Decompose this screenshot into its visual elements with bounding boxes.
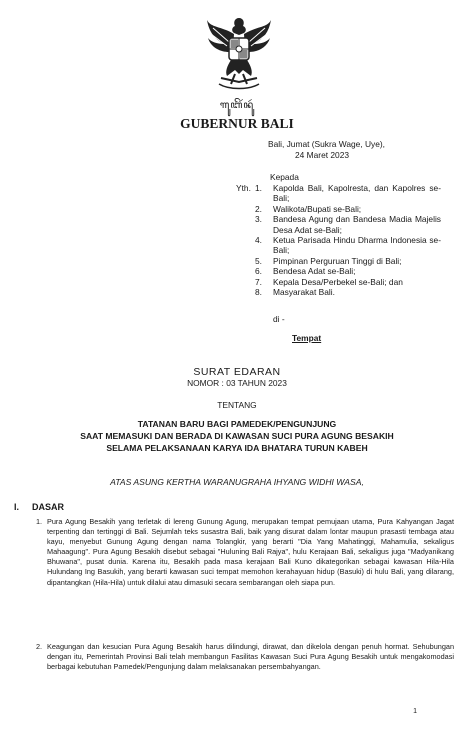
recipient-list xyxy=(255,183,441,297)
paragraph xyxy=(36,642,454,672)
list-item: 5. Pimpinan Perguruan Tinggi di Bali; xyxy=(255,255,402,266)
list-item: 1. Kapolda Bali, Kapolresta, dan Kapolres se-Bali; xyxy=(255,183,441,204)
paragraph xyxy=(36,517,454,588)
kepada-label: Kepada xyxy=(270,172,299,182)
subject-line-3: SELAMA PELAKSANAAN KARYA IDA BHATARA TURUN KABEH xyxy=(106,443,368,453)
section-title: DASAR xyxy=(32,502,65,512)
list-item: 4. Ketua Parisada Hindu Dharma Indonesia se-Bali; xyxy=(255,235,441,256)
paragraph-number: 2. xyxy=(36,642,43,651)
paragraph-text: Keagungan dan kesucian Pura Agung Besakih harus dilindungi, dirawat, dan dikelola dengan penuh hormat. Sehubungan dengan itu, Pemerintah Provinsi Bali telah membangun Fasilitas Kawasan Suci Pura Agung Besakih untuk mengakomodasi berbagai kebutuhan Pamedek/Pengunjung dalam melaksanakan persembahyangan. xyxy=(47,642,454,672)
list-item: 8. Masyarakat Bali. xyxy=(255,287,335,298)
list-item: 7. Kepala Desa/Perbekel se-Bali; dan xyxy=(255,276,403,287)
paragraph-text: Pura Agung Besakih yang terletak di lereng Gunung Agung, merupakan tempat pemujaan utama, Pura Kahyangan Jagat terpenting dan tertinggi di Bali. Sejumlah teks susastra Bali, baik yang disurat dalam lontar maupun prasasti tembaga atau kayu, menyebut Gunung Agung dengan nama Tolangkir, yang berarti "Dia Yang Mahatinggi, Mahamulia, sekaligus Mahaagung". Pura Agung Besakih disebut sebagai "Huluning Bali Rajya", hulu Kerajaan Bali, sekaligus juga "Madyanikang Bhuwana", pusat dunia. Karena itu, Besakih pada masa kerajaan Bali Kuno dikategorikan sebagai kawasan Hila-Hila Hulundang Ing Basukih, yang berarti kawasan suci tempat memohon kerahayuan hidup (Basuki) di hulu Bali, yang dilarang, dipantangkan (Hila-Hila) untuk dilalui atau dimasuki secara sembarangan oleh siapa pun. xyxy=(47,517,454,587)
section-number: I. xyxy=(14,502,20,512)
garuda-emblem-icon xyxy=(205,14,273,96)
yth-label: Yth. xyxy=(236,183,251,193)
di-label: di - xyxy=(273,314,285,324)
paragraph-number: 1. xyxy=(36,517,43,526)
list-item: 6. Bendesa Adat se-Bali; xyxy=(255,266,356,277)
subject-line-2: SAAT MEMASUKI DAN BERADA DI KAWASAN SUCI PURA AGUNG BESAKIH xyxy=(80,431,394,441)
letter-date xyxy=(268,139,385,161)
balinese-script-title: ꦒꦸꦧꦼꦂꦤꦸꦂ xyxy=(219,100,255,111)
document-number: NOMOR : 03 TAHUN 2023 xyxy=(187,378,287,388)
tempat-label: Tempat xyxy=(292,333,322,343)
office-title: GUBERNUR BALI xyxy=(180,116,294,131)
date-line-1: Bali, Jumat (Sukra Wage, Uye), xyxy=(268,139,385,149)
document-title: SURAT EDARAN xyxy=(193,366,281,378)
blessing-line: ATAS ASUNG KERTHA WARANUGRAHA IHYANG WIDHI WASA, xyxy=(110,477,364,487)
list-item: 3. Bandesa Agung dan Bandesa Madia Majelis Desa Adat se-Bali; xyxy=(255,214,441,235)
section-heading xyxy=(14,502,65,512)
subject-line-1: TATANAN BARU BAGI PAMEDEK/PENGUNJUNG xyxy=(137,419,337,429)
page-number: 1 xyxy=(413,708,417,715)
tentang-label: TENTANG xyxy=(217,400,257,410)
date-line-2: 24 Maret 2023 xyxy=(295,150,350,160)
list-item: 2. Walikota/Bupati se-Bali; xyxy=(255,203,362,214)
